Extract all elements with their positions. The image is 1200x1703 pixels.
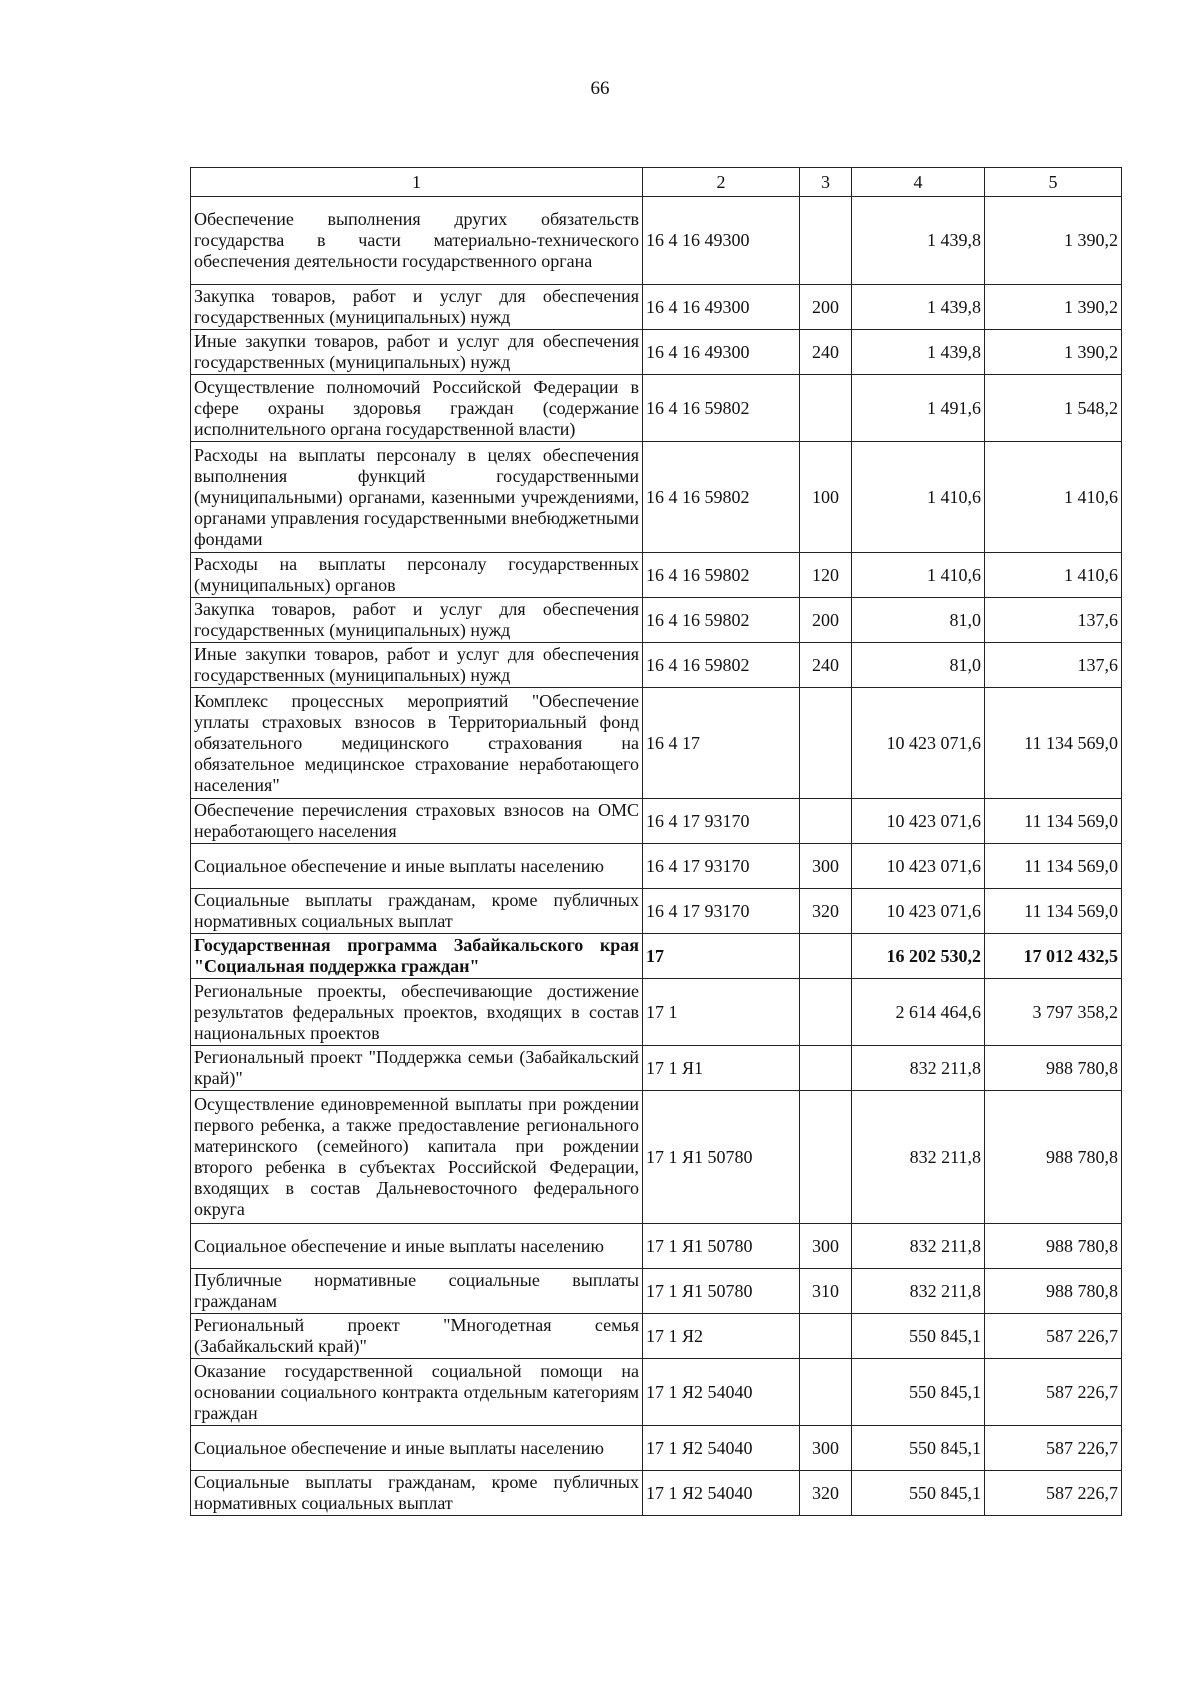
table-header [191, 168, 1122, 197]
cell-amount-col4: 1 439,8 [852, 197, 985, 285]
cell-code: 16 4 16 49300 [643, 197, 800, 285]
table-row [191, 1359, 1122, 1426]
cell-amount-col4: 550 845,1 [852, 1426, 985, 1471]
cell-amount-col5: 11 134 569,0 [985, 799, 1122, 844]
table-row [191, 1046, 1122, 1091]
cell-expense-type: 100 [800, 442, 852, 553]
cell-expense-type: 120 [800, 553, 852, 598]
cell-amount-col5: 17 012 432,5 [985, 934, 1122, 979]
header-col-2: 2 [643, 168, 800, 197]
cell-amount-col4: 10 423 071,6 [852, 799, 985, 844]
cell-amount-col5: 11 134 569,0 [985, 844, 1122, 889]
budget-table [190, 167, 1122, 1516]
cell-amount-col4: 550 845,1 [852, 1359, 985, 1426]
header-row [191, 168, 1122, 197]
cell-amount-col5: 11 134 569,0 [985, 688, 1122, 799]
cell-amount-col5: 988 780,8 [985, 1224, 1122, 1269]
table-row [191, 934, 1122, 979]
cell-name: Обеспечение выполнения других обязательств государства в части материально-технического обеспечения деятельности государственного органа [191, 197, 643, 285]
cell-expense-type: 300 [800, 1224, 852, 1269]
cell-code: 17 1 Я1 50780 [643, 1091, 800, 1224]
header-col-5: 5 [985, 168, 1122, 197]
cell-expense-type [800, 934, 852, 979]
cell-name: Расходы на выплаты персоналу государственных (муниципальных) органов [191, 553, 643, 598]
table-row [191, 643, 1122, 688]
cell-name: Осуществление единовременной выплаты при рождении первого ребенка, а также предоставление регионального материнского (семейного) капитала при рождении второго ребенка в субъектах Российской Федерации, входящих в состав Дальневосточного федерального округа [191, 1091, 643, 1224]
cell-code: 17 1 Я1 50780 [643, 1269, 800, 1314]
cell-code: 17 1 Я2 54040 [643, 1471, 800, 1516]
cell-expense-type [800, 688, 852, 799]
header-col-3: 3 [800, 168, 852, 197]
cell-expense-type [800, 1046, 852, 1091]
cell-amount-col4: 1 410,6 [852, 553, 985, 598]
cell-name: Региональный проект "Поддержка семьи (Забайкальский край)" [191, 1046, 643, 1091]
cell-code: 17 1 Я1 50780 [643, 1224, 800, 1269]
cell-code: 17 [643, 934, 800, 979]
cell-code: 17 1 [643, 979, 800, 1046]
cell-amount-col4: 1 439,8 [852, 285, 985, 330]
cell-expense-type [800, 1359, 852, 1426]
cell-name: Расходы на выплаты персоналу в целях обеспечения выполнения функций государственными (муниципальными) органами, казенными учреждениями, органами управления государственными внебюджетными фондами [191, 442, 643, 553]
header-col-4: 4 [852, 168, 985, 197]
cell-name: Осуществление полномочий Российской Федерации в сфере охраны здоровья граждан (содержание исполнительного органа государственной власти) [191, 375, 643, 442]
cell-amount-col5: 1 410,6 [985, 553, 1122, 598]
table-row [191, 1426, 1122, 1471]
table-row [191, 330, 1122, 375]
cell-amount-col5: 11 134 569,0 [985, 889, 1122, 934]
cell-name: Закупка товаров, работ и услуг для обеспечения государственных (муниципальных) нужд [191, 285, 643, 330]
cell-code: 16 4 16 59802 [643, 598, 800, 643]
cell-expense-type [800, 1091, 852, 1224]
cell-amount-col4: 1 491,6 [852, 375, 985, 442]
cell-amount-col4: 832 211,8 [852, 1091, 985, 1224]
cell-name: Региональные проекты, обеспечивающие достижение результатов федеральных проектов, входящих в состав национальных проектов [191, 979, 643, 1046]
cell-name: Публичные нормативные социальные выплаты гражданам [191, 1269, 643, 1314]
cell-code: 16 4 17 [643, 688, 800, 799]
cell-amount-col5: 587 226,7 [985, 1471, 1122, 1516]
cell-name: Социальное обеспечение и иные выплаты населению [191, 1426, 643, 1471]
cell-amount-col4: 1 439,8 [852, 330, 985, 375]
cell-code: 16 4 16 49300 [643, 285, 800, 330]
cell-amount-col4: 832 211,8 [852, 1224, 985, 1269]
cell-expense-type [800, 799, 852, 844]
cell-amount-col4: 832 211,8 [852, 1046, 985, 1091]
cell-name: Оказание государственной социальной помощи на основании социального контракта отдельным категориям граждан [191, 1359, 643, 1426]
cell-code: 16 4 16 59802 [643, 375, 800, 442]
cell-expense-type: 310 [800, 1269, 852, 1314]
cell-expense-type: 300 [800, 844, 852, 889]
table-row [191, 1269, 1122, 1314]
cell-expense-type [800, 375, 852, 442]
page-number: 66 [590, 78, 610, 99]
cell-code: 16 4 16 49300 [643, 330, 800, 375]
table-row [191, 442, 1122, 553]
cell-name: Комплекс процессных мероприятий "Обеспечение уплаты страховых взносов в Территориальный фонд обязательного медицинского страхования на обязательное медицинское страхование неработающего населения" [191, 688, 643, 799]
cell-code: 16 4 17 93170 [643, 889, 800, 934]
cell-amount-col5: 137,6 [985, 598, 1122, 643]
cell-amount-col4: 10 423 071,6 [852, 844, 985, 889]
cell-expense-type: 300 [800, 1426, 852, 1471]
cell-expense-type: 320 [800, 889, 852, 934]
cell-code: 17 1 Я2 54040 [643, 1426, 800, 1471]
cell-code: 16 4 16 59802 [643, 643, 800, 688]
cell-name: Социальные выплаты гражданам, кроме публичных нормативных социальных выплат [191, 1471, 643, 1516]
cell-expense-type [800, 1314, 852, 1359]
cell-amount-col4: 550 845,1 [852, 1471, 985, 1516]
cell-expense-type [800, 197, 852, 285]
table-row [191, 285, 1122, 330]
cell-amount-col5: 587 226,7 [985, 1314, 1122, 1359]
cell-amount-col5: 1 390,2 [985, 285, 1122, 330]
cell-amount-col4: 2 614 464,6 [852, 979, 985, 1046]
cell-amount-col4: 550 845,1 [852, 1314, 985, 1359]
table-row [191, 197, 1122, 285]
cell-code: 16 4 17 93170 [643, 844, 800, 889]
cell-expense-type: 200 [800, 598, 852, 643]
cell-code: 16 4 17 93170 [643, 799, 800, 844]
cell-code: 17 1 Я1 [643, 1046, 800, 1091]
cell-name: Обеспечение перечисления страховых взносов на ОМС неработающего населения [191, 799, 643, 844]
table-row [191, 889, 1122, 934]
cell-amount-col4: 10 423 071,6 [852, 889, 985, 934]
table-body [191, 197, 1122, 1516]
cell-name: Закупка товаров, работ и услуг для обеспечения государственных (муниципальных) нужд [191, 598, 643, 643]
cell-name: Социальные выплаты гражданам, кроме публичных нормативных социальных выплат [191, 889, 643, 934]
header-col-1: 1 [191, 168, 643, 197]
cell-amount-col5: 1 390,2 [985, 330, 1122, 375]
cell-amount-col5: 587 226,7 [985, 1426, 1122, 1471]
cell-amount-col4: 1 410,6 [852, 442, 985, 553]
cell-amount-col5: 1 390,2 [985, 197, 1122, 285]
cell-amount-col4: 81,0 [852, 598, 985, 643]
cell-code: 17 1 Я2 [643, 1314, 800, 1359]
cell-code: 16 4 16 59802 [643, 553, 800, 598]
cell-expense-type: 320 [800, 1471, 852, 1516]
cell-code: 17 1 Я2 54040 [643, 1359, 800, 1426]
cell-amount-col5: 1 548,2 [985, 375, 1122, 442]
cell-name: Иные закупки товаров, работ и услуг для обеспечения государственных (муниципальных) нужд [191, 643, 643, 688]
table-row [191, 1224, 1122, 1269]
cell-amount-col5: 587 226,7 [985, 1359, 1122, 1426]
cell-code: 16 4 16 59802 [643, 442, 800, 553]
cell-amount-col5: 1 410,6 [985, 442, 1122, 553]
table-row [191, 688, 1122, 799]
table-row [191, 375, 1122, 442]
cell-name: Региональный проект "Многодетная семья (Забайкальский край)" [191, 1314, 643, 1359]
table-row [191, 1091, 1122, 1224]
cell-expense-type [800, 979, 852, 1046]
table-row [191, 979, 1122, 1046]
cell-name: Иные закупки товаров, работ и услуг для обеспечения государственных (муниципальных) нужд [191, 330, 643, 375]
cell-amount-col4: 81,0 [852, 643, 985, 688]
cell-amount-col5: 988 780,8 [985, 1269, 1122, 1314]
table-row [191, 1314, 1122, 1359]
table-row [191, 1471, 1122, 1516]
cell-name: Социальное обеспечение и иные выплаты населению [191, 844, 643, 889]
cell-name: Социальное обеспечение и иные выплаты населению [191, 1224, 643, 1269]
cell-amount-col4: 832 211,8 [852, 1269, 985, 1314]
cell-amount-col5: 3 797 358,2 [985, 979, 1122, 1046]
cell-amount-col5: 988 780,8 [985, 1046, 1122, 1091]
cell-amount-col5: 988 780,8 [985, 1091, 1122, 1224]
table-row [191, 799, 1122, 844]
cell-amount-col5: 137,6 [985, 643, 1122, 688]
cell-name: Государственная программа Забайкальского края "Социальная поддержка граждан" [191, 934, 643, 979]
table-row [191, 598, 1122, 643]
cell-amount-col4: 16 202 530,2 [852, 934, 985, 979]
table-row [191, 553, 1122, 598]
cell-amount-col4: 10 423 071,6 [852, 688, 985, 799]
cell-expense-type: 240 [800, 643, 852, 688]
cell-expense-type: 200 [800, 285, 852, 330]
cell-expense-type: 240 [800, 330, 852, 375]
table-row [191, 844, 1122, 889]
